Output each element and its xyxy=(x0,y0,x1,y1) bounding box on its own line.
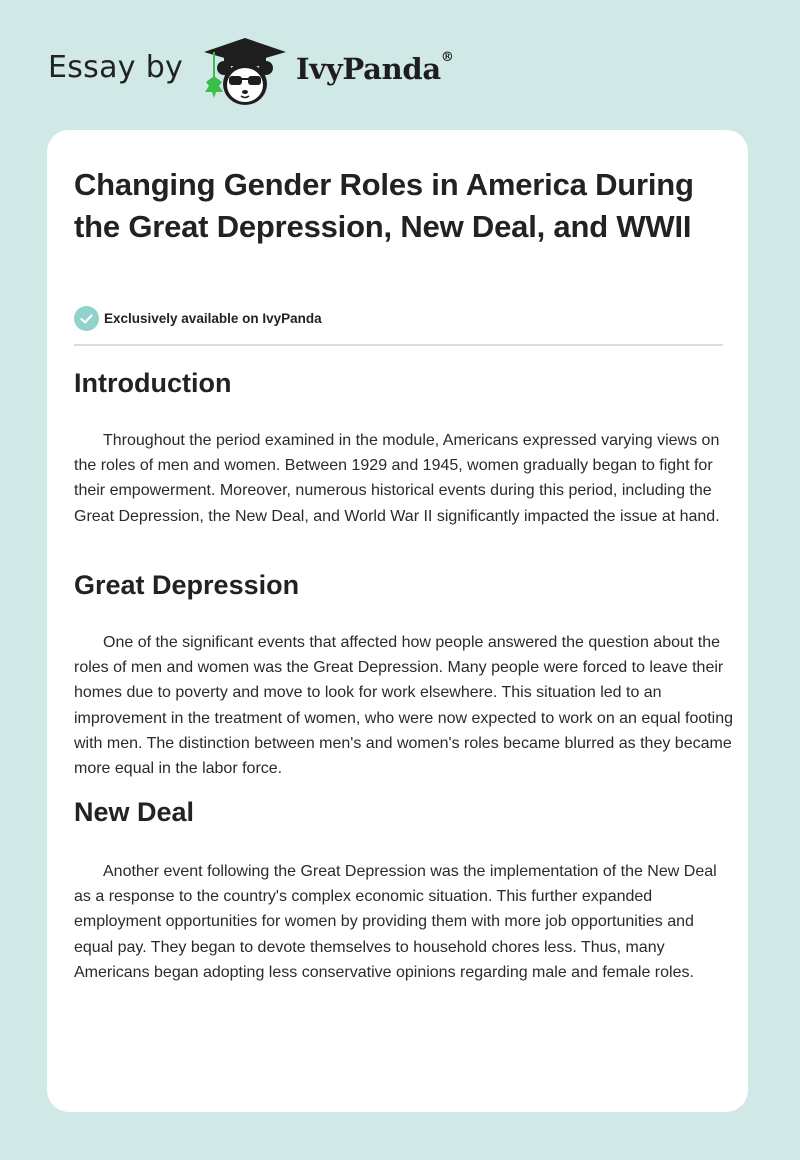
site-header xyxy=(0,0,800,130)
section-heading-introduction: Introduction xyxy=(74,368,232,398)
essay-title: Changing Gender Roles in America During the Great Depression, New Deal, and WWII xyxy=(74,167,694,244)
essay-by-label: Essay by xyxy=(48,50,184,85)
section-heading-new-deal: New Deal xyxy=(74,797,195,827)
exclusive-badge xyxy=(74,306,322,331)
check-circle-icon xyxy=(74,306,99,331)
brand-name: IvyPanda xyxy=(296,52,441,86)
essay-card xyxy=(47,130,748,1112)
divider xyxy=(74,344,723,346)
badge-text: Exclusively available on IvyPanda xyxy=(104,311,322,326)
section-body-new-deal: Another event following the Great Depression was the implementation of the New Deal as a response to the country's complex economic situation. This further expanded employment opportunities for women by providing them with more job opportunities and equal pay. They began to devote themselves to household chores less. Thus, many Americans began adopting less conservative opinions regarding male and female roles. xyxy=(74,863,717,981)
registered-mark: ® xyxy=(440,50,454,65)
section-body-introduction: Throughout the period examined in the module, Americans expressed varying views on the roles of men and women. Between 1929 and 1945, women gradually began to fight for their empowerment. Moreover, numerous historical events during this period, including the Great Depression, the New Deal, and World War II significantly impacted the issue at hand. xyxy=(74,432,720,525)
panda-graduate-icon[interactable] xyxy=(202,36,288,108)
section-heading-great-depression: Great Depression xyxy=(74,570,300,600)
section-body-great-depression: One of the significant events that affected how people answered the question about the roles of men and women was the Great Depression. Many people were forced to leave their homes due to poverty and move to look for work elsewhere. This situation led to an improvement in the treatment of women, who were now expected to work on an equal footing with men. The distinction between men's and women's roles became blurred as they became more equal in the labor force. xyxy=(74,634,734,778)
brand-logo-text[interactable] xyxy=(296,52,454,86)
